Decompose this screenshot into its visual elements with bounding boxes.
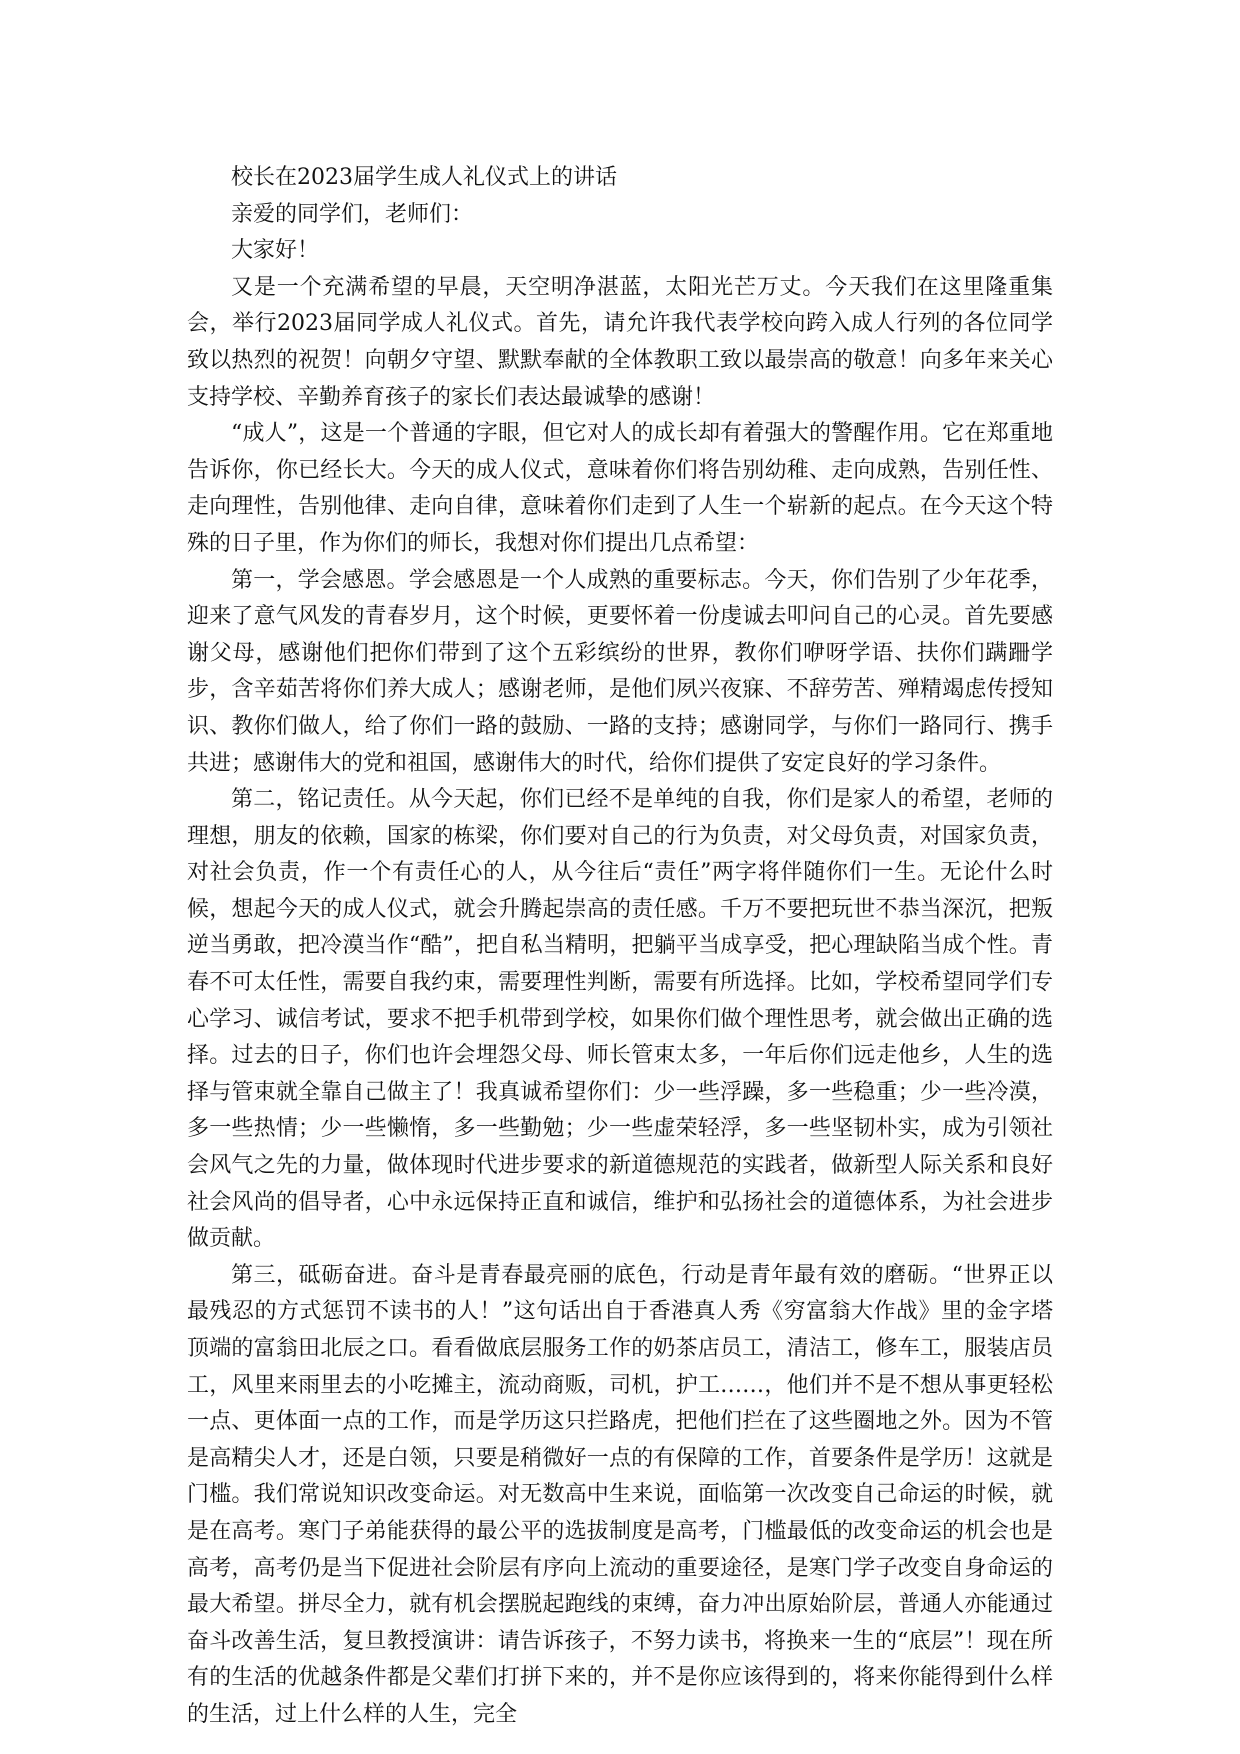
paragraph-striving: 第三，砥砺奋进。奋斗是青春最亮丽的底色，行动是青年最有效的磨砺。“世界正以最残忍的方式惩罚不读书的人！”这句话出自于香港真人秀《穷富翁大作战》里的金字塔顶端的富翁田北辰之口。看看做底层服务工作的奶茶店员工，清洁工，修车工，服装店员工，风里来雨里去的小吃摊主，流动商贩，司机，护工……，他们并不是不想从事更轻松一点、更体面一点的工作，而是学历这只拦路虎，把他们拦在了这些圈地之外。因为不管是高精尖人才，还是白领，只要是稍微好一点的有保障的工作，首要条件是学历！这就是门槛。我们常说知识改变命运。对无数高中生来说，面临第一次改变自己命运的时候，就是在高考。寒门子弟能获得的最公平的选拔制度是高考，门槛最低的改变命运的机会也是高考，高考仍是当下促进社会阶层有序向上流动的重要途径，是寒门学子改变自身命运的最大希望。拼尽全力，就有机会摆脱起跑线的束缚，奋力冲出原始阶层，普通人亦能通过奋斗改善生活，复旦教授演讲：请告诉孩子，不努力读书，将换来一生的“底层”！现在所有的生活的优越条件都是父辈们打拼下来的，并不是你应该得到的，将来你能得到什么样的生活，过上什么样的人生，完全 [187,1262,1053,1727]
paragraph-coming-of-age: “成人”，这是一个普通的字眼，但它对人的成长却有着强大的警醒作用。它在郑重地告诉你，你已经长大。今天的成人仪式，意味着你们将告别幼稚、走向成熟，告别任性、走向理性，告别他律、走向自律，意味着你们走到了人生一个崭新的起点。在今天这个特殊的日子里，作为你们的师长，我想对你们提出几点希望： [187,421,1053,556]
paragraph-responsibility: 第二，铭记责任。从今天起，你们已经不是单纯的自我，你们是家人的希望，老师的理想，朋友的依赖，国家的栋梁，你们要对自己的行为负责，对父母负责，对国家负责，对社会负责，作一个有责任心的人，从今往后“责任”两字将伴随你们一生。无论什么时候，想起今天的成人仪式，就会升腾起崇高的责任感。千万不要把玩世不恭当深沉，把叛逆当勇敢，把冷漠当作“酷”，把自私当精明，把躺平当成享受，把心理缺陷当成个性。青春不可太任性，需要自我约束，需要理性判断，需要有所选择。比如，学校希望同学们专心学习、诚信考试，要求不把手机带到学校，如果你们做个理性思考，就会做出正确的选择。过去的日子，你们也许会埋怨父母、师长管束太多，一年后你们远走他乡，人生的选择与管束就全靠自己做主了！我真诚希望你们：少一些浮躁，多一些稳重；少一些冷漠，多一些热情；少一些懒惰，多一些勤勉；少一些虚荣轻浮，多一些坚韧朴实，成为引领社会风气之先的力量，做体现时代进步要求的新道德规范的实践者，做新型人际关系和良好社会风尚的倡导者，心中永远保持正直和诚信，维护和弘扬社会的道德体系，为社会进步做贡献。 [187,787,1053,1252]
paragraph-gratitude: 第一，学会感恩。学会感恩是一个人成熟的重要标志。今天，你们告别了少年花季，迎来了意气风发的青春岁月，这个时候，更要怀着一份虔诚去叩问自己的心灵。首先要感谢父母，感谢他们把你们带到了这个五彩缤纷的世界，教你们咿呀学语、扶你们蹒跚学步，含辛茹苦将你们养大成人；感谢老师，是他们夙兴夜寐、不辞劳苦、殚精竭虑传授知识、教你们做人，给了你们一路的鼓励、一路的支持；感谢同学，与你们一路同行、携手共进；感谢伟大的党和祖国，感谢伟大的时代，给你们提供了安定良好的学习条件。 [187,567,1053,776]
salutation: 亲爱的同学们，老师们： [231,201,474,227]
paragraph-opening: 又是一个充满希望的早晨，天空明净湛蓝，太阳光芒万丈。今天我们在这里隆重集会，举行2023届同学成人礼仪式。首先，请允许我代表学校向跨入成人行列的各位同学致以热烈的祝贺！向朝夕守望、默默奉献的全体教职工致以最崇高的敬意！向多年来关心支持学校、辛勤养育孩子的家长们表达最诚挚的感谢！ [187,274,1053,410]
document-title: 校长在2023届学生成人礼仪式上的讲话 [231,165,617,190]
greeting: 大家好！ [231,238,320,264]
document-page [187,160,1053,1734]
